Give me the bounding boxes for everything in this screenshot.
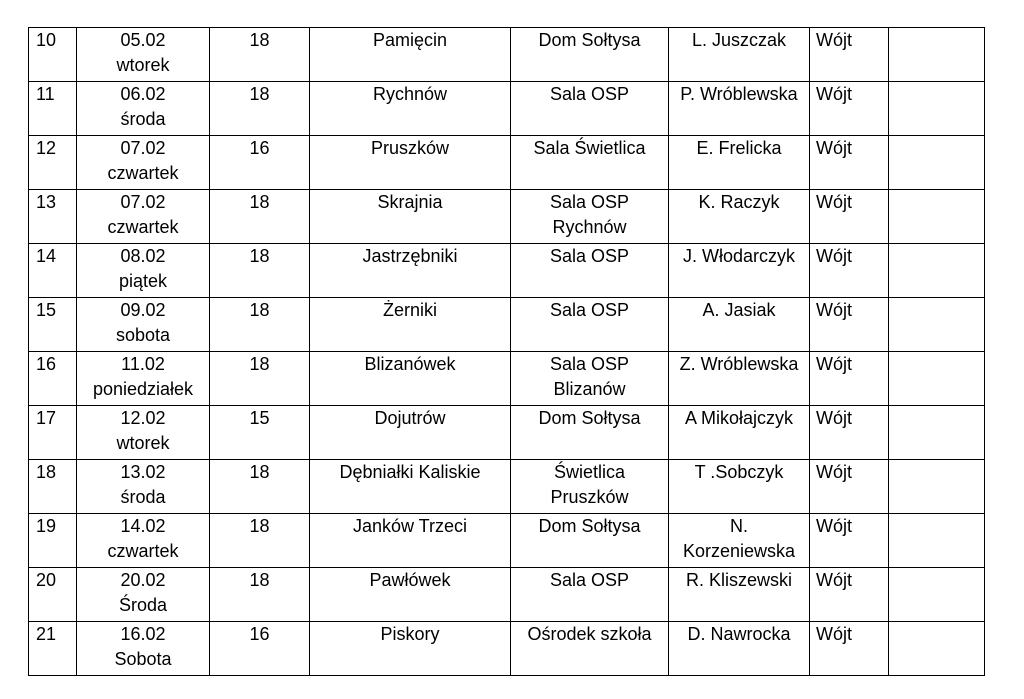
hour-cell <box>210 352 310 406</box>
responsible-person-cell-text: R. Kliszewski <box>685 570 792 590</box>
schedule-body <box>29 28 985 676</box>
date-cell-text: 16.02 <box>120 624 166 644</box>
table-row <box>29 622 985 676</box>
table-row <box>29 244 985 298</box>
hour-cell-text: 15 <box>249 408 270 428</box>
date-cell-text: poniedziałek <box>92 379 194 399</box>
chair-cell <box>810 82 889 136</box>
hour-cell <box>210 136 310 190</box>
row-number-cell <box>29 406 77 460</box>
row-number-cell-text: 12 <box>36 138 57 158</box>
chair-cell-text: Wójt <box>816 30 852 50</box>
meeting-schedule-table <box>28 27 985 676</box>
village-cell <box>310 244 511 298</box>
hour-cell-text: 16 <box>249 138 270 158</box>
venue-cell <box>511 568 669 622</box>
chair-cell <box>810 190 889 244</box>
date-cell-text: 11.02 <box>121 354 165 374</box>
chair-cell-text: Wójt <box>816 354 852 374</box>
hour-cell <box>210 298 310 352</box>
table-row <box>29 190 985 244</box>
chair-cell-text: Wójt <box>816 300 852 320</box>
chair-cell <box>810 352 889 406</box>
chair-cell <box>810 28 889 82</box>
date-cell-text: czwartek <box>107 163 179 183</box>
village-cell <box>310 298 511 352</box>
chair-cell-text: Wójt <box>816 408 852 428</box>
row-number-cell <box>29 514 77 568</box>
row-number-cell <box>29 28 77 82</box>
responsible-person-cell-text: J. Włodarczyk <box>682 246 796 266</box>
responsible-person-cell <box>669 460 810 514</box>
date-cell-text: 07.02 <box>120 138 166 158</box>
date-cell <box>77 298 210 352</box>
venue-cell-text: Sala OSP <box>549 570 630 590</box>
village-cell-text: Pamięcin <box>372 30 448 50</box>
table-row <box>29 514 985 568</box>
date-cell <box>77 82 210 136</box>
chair-cell-text: Wójt <box>816 138 852 158</box>
table-row <box>29 298 985 352</box>
responsible-person-cell-text: A Mikołajczyk <box>684 408 794 428</box>
venue-cell-text: Sala OSP <box>549 192 630 212</box>
venue-cell-text: Ośrodek szkoła <box>527 624 652 644</box>
table-row <box>29 460 985 514</box>
village-cell <box>310 514 511 568</box>
date-cell-text: 12.02 <box>120 408 166 428</box>
table-row <box>29 136 985 190</box>
venue-cell-text: Sala OSP <box>549 354 630 374</box>
hour-cell <box>210 568 310 622</box>
date-cell-text: środa <box>120 487 166 507</box>
row-number-cell-text: 13 <box>36 192 57 212</box>
chair-cell-text: Wójt <box>816 84 852 104</box>
chair-cell-text: Wójt <box>816 570 852 590</box>
notes-cell <box>889 244 985 298</box>
row-number-cell <box>29 352 77 406</box>
notes-cell <box>889 406 985 460</box>
notes-cell <box>889 136 985 190</box>
chair-cell <box>810 460 889 514</box>
notes-cell <box>889 190 985 244</box>
date-cell-text: czwartek <box>107 541 179 561</box>
village-cell-text: Dojutrów <box>374 408 446 428</box>
chair-cell-text: Wójt <box>816 192 852 212</box>
venue-cell <box>511 298 669 352</box>
village-cell-text: Piskory <box>380 624 440 644</box>
hour-cell-text: 18 <box>249 354 270 374</box>
responsible-person-cell-text: N. <box>730 516 748 536</box>
village-cell <box>310 352 511 406</box>
row-number-cell <box>29 622 77 676</box>
responsible-person-cell <box>669 28 810 82</box>
notes-cell <box>889 298 985 352</box>
hour-cell-text: 18 <box>249 30 270 50</box>
responsible-person-cell <box>669 244 810 298</box>
notes-cell <box>889 568 985 622</box>
responsible-person-cell <box>669 298 810 352</box>
venue-cell <box>511 136 669 190</box>
hour-cell-text: 18 <box>249 246 270 266</box>
village-cell-text: Blizanówek <box>364 354 456 374</box>
village-cell-text: Rychnów <box>372 84 448 104</box>
row-number-cell-text: 19 <box>36 516 57 536</box>
venue-cell <box>511 352 669 406</box>
village-cell <box>310 406 511 460</box>
table-row <box>29 28 985 82</box>
village-cell-text: Janków Trzeci <box>352 516 468 536</box>
hour-cell <box>210 460 310 514</box>
venue-cell <box>511 460 669 514</box>
responsible-person-cell-text: K. Raczyk <box>698 192 780 212</box>
date-cell <box>77 136 210 190</box>
hour-cell-text: 18 <box>249 570 270 590</box>
row-number-cell-text: 14 <box>36 246 57 266</box>
row-number-cell <box>29 244 77 298</box>
responsible-person-cell <box>669 568 810 622</box>
hour-cell <box>210 190 310 244</box>
venue-cell-text: Blizanów <box>553 379 626 399</box>
hour-cell <box>210 622 310 676</box>
village-cell-text: Pawłówek <box>369 570 451 590</box>
date-cell-text: wtorek <box>116 55 170 75</box>
date-cell <box>77 622 210 676</box>
row-number-cell <box>29 82 77 136</box>
date-cell-text: sobota <box>115 325 171 345</box>
hour-cell-text: 18 <box>249 84 270 104</box>
chair-cell <box>810 622 889 676</box>
village-cell <box>310 622 511 676</box>
table-row <box>29 82 985 136</box>
row-number-cell-text: 20 <box>36 570 57 590</box>
date-cell-text: 13.02 <box>120 462 166 482</box>
row-number-cell-text: 15 <box>36 300 57 320</box>
responsible-person-cell <box>669 514 810 568</box>
village-cell <box>310 136 511 190</box>
responsible-person-cell-text: A. Jasiak <box>702 300 776 320</box>
row-number-cell-text: 11 <box>36 84 55 104</box>
chair-cell-text: Wójt <box>816 516 852 536</box>
row-number-cell-text: 17 <box>36 408 57 428</box>
date-cell <box>77 460 210 514</box>
village-cell-text: Żerniki <box>382 300 437 320</box>
venue-cell-text: Pruszków <box>550 487 629 507</box>
responsible-person-cell <box>669 136 810 190</box>
village-cell <box>310 568 511 622</box>
date-cell-text: Sobota <box>114 649 172 669</box>
date-cell-text: czwartek <box>107 217 179 237</box>
venue-cell <box>511 190 669 244</box>
date-cell-text: 07.02 <box>120 192 166 212</box>
responsible-person-cell-text: D. Nawrocka <box>687 624 791 644</box>
chair-cell-text: Wójt <box>816 462 852 482</box>
chair-cell <box>810 136 889 190</box>
chair-cell <box>810 298 889 352</box>
responsible-person-cell-text: Z. Wróblewska <box>679 354 799 374</box>
village-cell-text: Jastrzębniki <box>362 246 458 266</box>
chair-cell <box>810 406 889 460</box>
chair-cell <box>810 568 889 622</box>
venue-cell-text: Sala OSP <box>549 84 630 104</box>
responsible-person-cell <box>669 622 810 676</box>
row-number-cell <box>29 460 77 514</box>
notes-cell <box>889 460 985 514</box>
date-cell-text: 14.02 <box>120 516 166 536</box>
hour-cell-text: 16 <box>249 624 270 644</box>
date-cell <box>77 514 210 568</box>
row-number-cell <box>29 190 77 244</box>
date-cell-text: środa <box>120 109 166 129</box>
venue-cell-text: Dom Sołtysa <box>538 516 641 536</box>
table-row <box>29 568 985 622</box>
date-cell-text: 06.02 <box>120 84 166 104</box>
notes-cell <box>889 514 985 568</box>
venue-cell <box>511 28 669 82</box>
village-cell-text: Pruszków <box>370 138 450 158</box>
date-cell-text: Środa <box>118 595 168 615</box>
date-cell-text: 09.02 <box>120 300 166 320</box>
village-cell-text: Skrajnia <box>377 192 443 212</box>
date-cell-text: piątek <box>118 271 168 291</box>
venue-cell-text: Rychnów <box>552 217 627 237</box>
hour-cell-text: 18 <box>249 192 270 212</box>
row-number-cell-text: 21 <box>36 624 57 644</box>
date-cell-text: wtorek <box>116 433 170 453</box>
notes-cell <box>889 28 985 82</box>
hour-cell-text: 18 <box>249 462 270 482</box>
notes-cell <box>889 82 985 136</box>
venue-cell-text: Sala Świetlica <box>533 138 646 158</box>
row-number-cell-text: 16 <box>36 354 57 374</box>
venue-cell-text: Dom Sołtysa <box>538 30 641 50</box>
notes-cell <box>889 352 985 406</box>
responsible-person-cell-text: P. Wróblewska <box>680 84 798 104</box>
venue-cell-text: Sala OSP <box>549 246 630 266</box>
date-cell-text: 20.02 <box>120 570 166 590</box>
date-cell-text: 05.02 <box>120 30 166 50</box>
venue-cell-text: Świetlica <box>553 462 626 482</box>
venue-cell <box>511 82 669 136</box>
date-cell <box>77 568 210 622</box>
village-cell-text: Dębniałki Kaliskie <box>339 462 481 482</box>
table-row <box>29 406 985 460</box>
venue-cell-text: Sala OSP <box>549 300 630 320</box>
village-cell <box>310 460 511 514</box>
notes-cell <box>889 622 985 676</box>
row-number-cell <box>29 298 77 352</box>
date-cell <box>77 352 210 406</box>
responsible-person-cell <box>669 352 810 406</box>
date-cell <box>77 28 210 82</box>
hour-cell <box>210 82 310 136</box>
responsible-person-cell <box>669 190 810 244</box>
responsible-person-cell <box>669 406 810 460</box>
chair-cell-text: Wójt <box>816 624 852 644</box>
responsible-person-cell-text: Korzeniewska <box>682 541 796 561</box>
responsible-person-cell <box>669 82 810 136</box>
date-cell <box>77 406 210 460</box>
venue-cell-text: Dom Sołtysa <box>538 408 641 428</box>
village-cell <box>310 82 511 136</box>
village-cell <box>310 190 511 244</box>
date-cell-text: 08.02 <box>120 246 166 266</box>
responsible-person-cell-text: T .Sobczyk <box>694 462 784 482</box>
hour-cell <box>210 244 310 298</box>
responsible-person-cell-text: L. Juszczak <box>691 30 787 50</box>
hour-cell-text: 18 <box>249 516 270 536</box>
hour-cell <box>210 28 310 82</box>
hour-cell <box>210 406 310 460</box>
row-number-cell <box>29 136 77 190</box>
venue-cell <box>511 622 669 676</box>
village-cell <box>310 28 511 82</box>
venue-cell <box>511 406 669 460</box>
date-cell <box>77 244 210 298</box>
chair-cell-text: Wójt <box>816 246 852 266</box>
hour-cell-text: 18 <box>249 300 270 320</box>
row-number-cell-text: 18 <box>36 462 57 482</box>
row-number-cell-text: 10 <box>36 30 57 50</box>
chair-cell <box>810 244 889 298</box>
venue-cell <box>511 244 669 298</box>
venue-cell <box>511 514 669 568</box>
row-number-cell <box>29 568 77 622</box>
responsible-person-cell-text: E. Frelicka <box>696 138 782 158</box>
hour-cell <box>210 514 310 568</box>
table-row <box>29 352 985 406</box>
chair-cell <box>810 514 889 568</box>
date-cell <box>77 190 210 244</box>
